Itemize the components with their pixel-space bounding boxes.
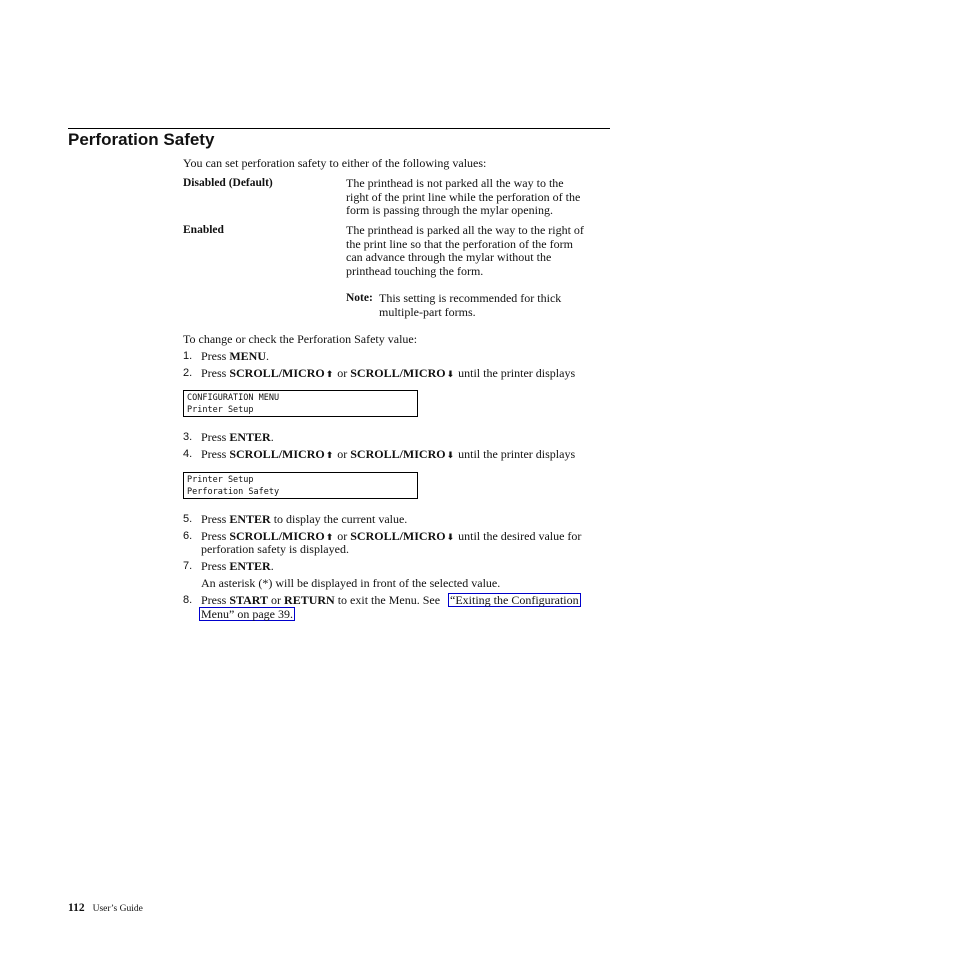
step-7 [201, 560, 274, 574]
key-scroll-micro-up: SCROLL/MICRO [229, 366, 325, 380]
step-text: or [337, 447, 348, 461]
step-text: to exit the Menu. See [337, 593, 441, 607]
desc-line: The printhead is parked all the way to the right of [346, 223, 584, 237]
step-text: to display the current value. [273, 512, 408, 526]
step-5 [201, 513, 407, 527]
display-line: Perforation Safety [187, 487, 280, 497]
step-text: or [337, 529, 348, 543]
note-text-line1: This setting is recommended for thick [379, 291, 562, 305]
option-desc-disabled [346, 177, 610, 218]
step-4 [201, 448, 575, 464]
step-6-continued: perforation safety is displayed. [201, 542, 349, 556]
step-text: Press [201, 593, 227, 607]
cross-reference-link-line2[interactable]: Menu” on page 39. [201, 607, 293, 621]
desc-line: printhead touching the form. [346, 263, 484, 278]
option-desc-enabled [346, 224, 610, 278]
desc-line: the print line so that the perforation of the form [346, 236, 573, 251]
key-scroll-micro-down: SCROLL/MICRO [350, 529, 446, 543]
option-term-disabled: Disabled (Default) [183, 177, 273, 189]
key-scroll-micro-up: SCROLL/MICRO [229, 447, 325, 461]
operator-panel-display-1 [183, 390, 418, 417]
operator-panel-display-2 [183, 472, 418, 499]
scroll-up-arrow-icon: ⬆ [325, 370, 334, 380]
key-scroll-micro-down: SCROLL/MICRO [350, 447, 446, 461]
change-intro-text: To change or check the Perforation Safety value: [183, 332, 418, 346]
step-number: 3. [183, 431, 193, 443]
key-return: RETURN [284, 593, 335, 607]
display-line: Printer Setup [187, 405, 254, 415]
display-line: CONFIGURATION MENU [187, 393, 280, 403]
scroll-up-arrow-icon: ⬆ [325, 451, 334, 461]
desc-line: right of the print line while the perforation of the [346, 189, 581, 204]
scroll-down-arrow-icon: ⬇ [446, 533, 455, 543]
step-2 [201, 367, 575, 383]
step-number: 1. [183, 350, 193, 362]
step-7-result: An asterisk (*) will be displayed in front of the selected value. [201, 576, 501, 590]
scroll-down-arrow-icon: ⬇ [446, 451, 455, 461]
key-enter: ENTER [229, 430, 271, 444]
scroll-down-arrow-icon: ⬇ [446, 370, 455, 380]
desc-line: The printhead is not parked all the way to the [346, 176, 564, 190]
cross-reference-link-line1[interactable]: “Exiting the Configuration [450, 593, 579, 607]
step-number: 7. [183, 560, 193, 572]
step-text: until the desired value for [458, 529, 582, 543]
step-number: 5. [183, 513, 193, 525]
step-number: 2. [183, 367, 193, 379]
key-enter: ENTER [229, 512, 271, 526]
step-number: 6. [183, 530, 193, 542]
step-number: 8. [183, 594, 193, 606]
step-8 [201, 594, 440, 608]
step-text: or [337, 366, 348, 380]
desc-line: form is passing through the mylar opening. [346, 203, 553, 218]
step-number: 4. [183, 448, 193, 460]
book-title: User’s Guide [92, 904, 143, 914]
display-line: Printer Setup [187, 475, 254, 485]
key-start: START [229, 593, 269, 607]
step-text: Press [201, 559, 227, 573]
step-text: . [266, 349, 270, 363]
step-text: Press [201, 349, 227, 363]
step-text: until the printer displays [458, 447, 576, 461]
note-label: Note: [346, 292, 373, 304]
desc-line: can advance through the mylar without the [346, 250, 552, 265]
page-title: Perforation Safety [68, 130, 215, 149]
scroll-up-arrow-icon: ⬆ [325, 533, 334, 543]
key-scroll-micro-up: SCROLL/MICRO [229, 529, 325, 543]
step-text: Press [201, 430, 227, 444]
key-scroll-micro-down: SCROLL/MICRO [350, 366, 446, 380]
step-text: Press [201, 366, 227, 380]
step-text: . [270, 559, 274, 573]
step-text: Press [201, 447, 227, 461]
page-footer [68, 902, 143, 914]
step-text: or [271, 593, 282, 607]
option-term-enabled: Enabled [183, 224, 224, 236]
step-text: Press [201, 512, 227, 526]
step-text: . [270, 430, 274, 444]
key-enter: ENTER [229, 559, 271, 573]
key-menu: MENU [229, 349, 267, 363]
page-number: 112 [68, 902, 85, 914]
step-text: until the printer displays [458, 366, 576, 380]
step-1 [201, 350, 269, 364]
step-3 [201, 431, 274, 445]
step-text: Press [201, 529, 227, 543]
note-text-line2: multiple-part forms. [379, 305, 476, 319]
intro-text: You can set perforation safety to either of the following values: [183, 156, 487, 170]
